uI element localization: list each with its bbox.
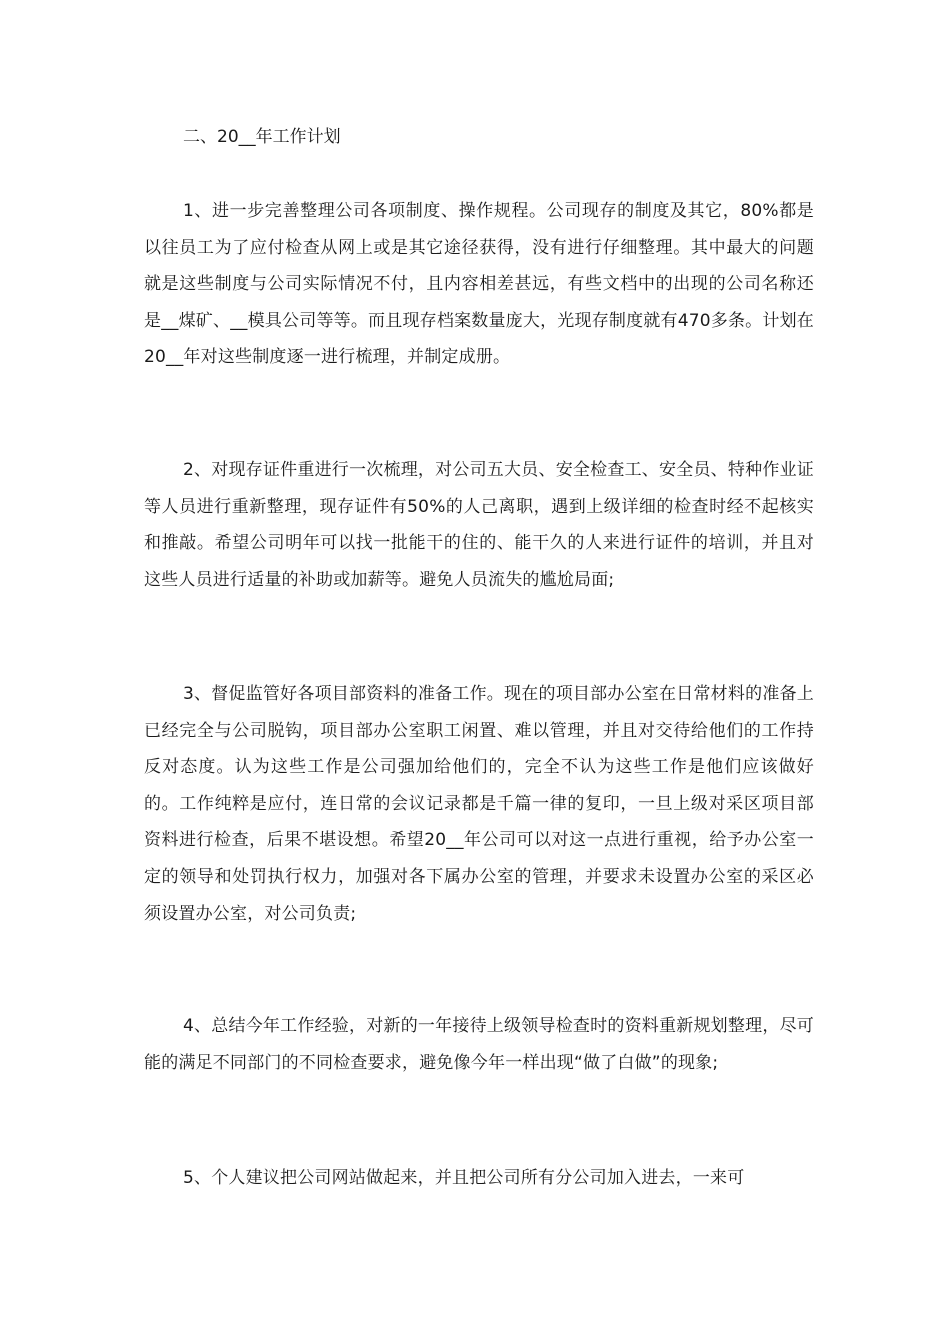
section-heading: 二、20__年工作计划 bbox=[183, 127, 341, 147]
paragraph-item-3: 3、督促监管好各项目部资料的准备工作。现在的项目部办公室在日常材料的准备上已经完全与公司脱钩，项目部办公室职工闲置、难以管理，并且对交待给他们的工作持反对态度。认为这些工作是公司强加给他们的，完全不认为这些工作是他们应该做好的。工作纯粹是应付，连日常的会议记录都是千篇一律的复印，一旦上级对采区项目部资料进行检查，后果不堪设想。希望20__年公司可以对这一点进行重视，给予办公室一定的领导和处罚执行权力，加强对各下属办公室的管理，并要求未设置办公室的采区必须设置办公室，对公司负责; bbox=[144, 684, 814, 924]
paragraph-item-5: 5、个人建议把公司网站做起来，并且把公司所有分公司加入进去，一来可 bbox=[183, 1168, 745, 1188]
paragraph-item-2: 2、对现存证件重进行一次梳理，对公司五大员、安全检查工、安全员、特种作业证等人员进行重新整理，现存证件有50%的人己离职，遇到上级详细的检查时经不起核实和推敲。希望公司明年可以找一批能干的住的、能干久的人来进行证件的培训，并且对这些人员进行适量的补助或加薪等。避免人员流失的尴尬局面; bbox=[144, 460, 814, 590]
paragraph-item-4: 4、总结今年工作经验，对新的一年接待上级领导检查时的资料重新规划整理，尽可能的满足不同部门的不同检查要求，避免像今年一样出现“做了白做”的现象; bbox=[144, 1016, 814, 1073]
paragraph-item-1: 1、进一步完善整理公司各项制度、操作规程。公司现存的制度及其它，80%都是以往员工为了应付检查从网上或是其它途径获得，没有进行仔细整理。其中最大的问题就是这些制度与公司实际情况不付，且内容相差甚远，有些文档中的出现的公司名称还是__煤矿、__模具公司等等。而且现存档案数量庞大，光现存制度就有470多条。计划在20__年对这些制度逐一进行梳理，并制定成册。 bbox=[144, 201, 814, 368]
